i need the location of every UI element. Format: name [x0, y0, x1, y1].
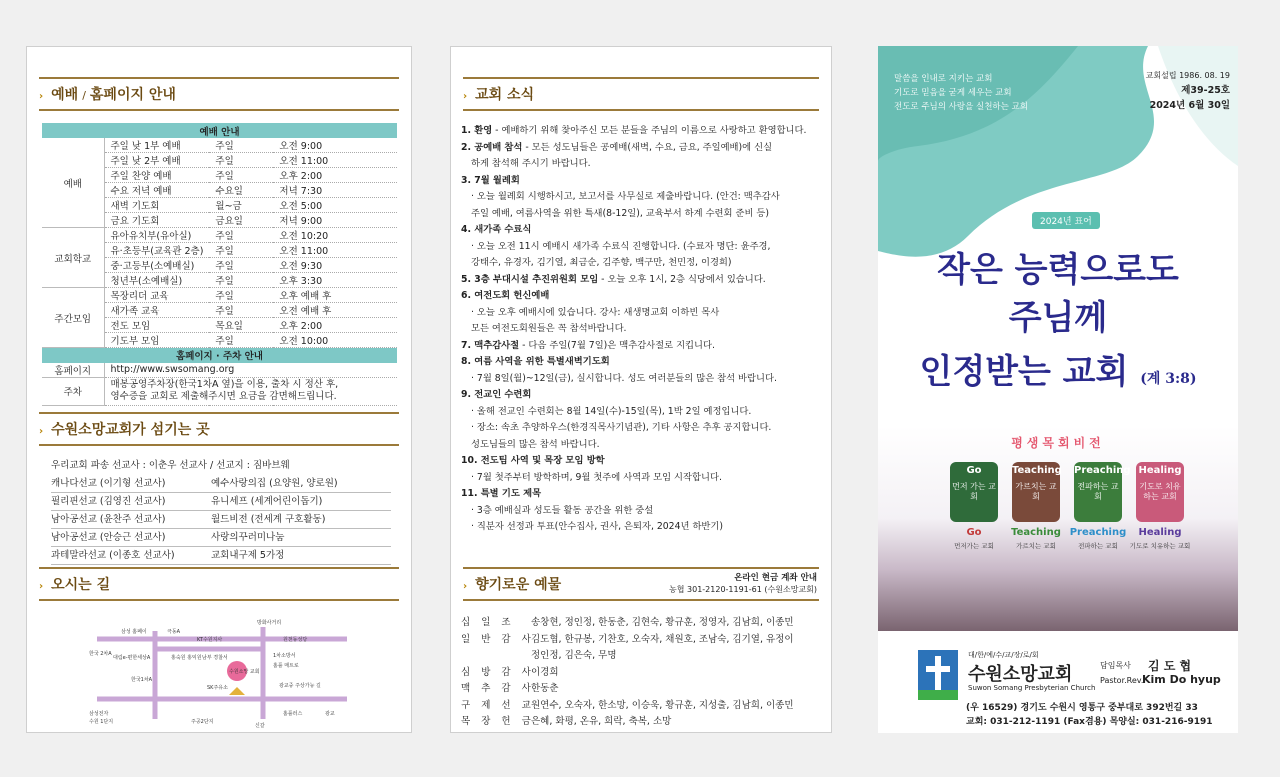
map-label: 주공2단지 — [191, 719, 214, 725]
event-day: 수요일 — [209, 183, 273, 198]
bulletin-info — [1146, 68, 1230, 113]
news-detail: · 오늘 월례회 시행하시고, 보고서를 사무실로 제출바랍니다. (안건: 맥추감사 — [471, 191, 780, 202]
section-title-2: 홈페이지 안내 — [89, 87, 176, 103]
table-header: 홈페이지 · 주차 안내 — [42, 348, 397, 363]
founded-date: 교회설립 1986. 08. 19 — [1145, 71, 1230, 80]
vision-photo — [878, 426, 1238, 631]
news-item: 4. 새가족 수료식 — [461, 224, 532, 235]
news-detail: · 직분자 선정과 투표(안수집사, 권사, 은퇴자, 2024년 하반기) — [471, 521, 724, 532]
mission-row: 캐나다선교 (이기형 선교사) 예수사랑의집 (요양원, 양로원) — [51, 475, 391, 493]
map-label: 방화사거리 — [257, 620, 282, 626]
offering-row: 심 방 감 사 이경희 — [461, 666, 559, 678]
vision-label: Go — [966, 527, 982, 538]
event-time: 오전 10:00 — [273, 333, 397, 348]
news-item: 7. 맥추감사절 - 다음 주일(7월 7일)은 맥추감사절로 지킵니다. — [461, 339, 715, 351]
map-label: 1차소방서 — [273, 653, 296, 659]
news-detail: 성도님들의 많은 참석 바랍니다. — [471, 438, 600, 450]
event-name: 유·초등부(교육관 2층) — [104, 243, 209, 258]
parking-label: 주차 — [42, 377, 104, 405]
panel-cover — [878, 46, 1238, 733]
arrow-icon: › — [39, 91, 44, 102]
pastor-title: 담임목사 — [1100, 661, 1131, 670]
news-item: 6. 여전도회 헌신예배 — [461, 290, 550, 301]
event-name: 목장리더 교육 — [104, 288, 209, 303]
group-label: 예배 — [42, 138, 104, 228]
map-label: 극동A — [167, 629, 181, 635]
year-motto-badge: 2024년 표어 — [1032, 212, 1100, 229]
mission-list — [51, 457, 391, 565]
event-day: 주일 — [209, 243, 273, 258]
theme-line-2: 주님께 — [1008, 298, 1108, 338]
event-time: 오후 2:00 — [273, 318, 397, 333]
event-name: 기도부 모임 — [104, 333, 209, 348]
arrow-icon: › — [463, 581, 468, 592]
news-detail: 강태수, 유경자, 김기열, 최금순, 김주향, 백구만, 천민정, 이경희) — [471, 257, 732, 268]
event-day: 주일 — [209, 168, 273, 183]
event-day: 월~금 — [209, 198, 273, 213]
map-label: 한국 2차A — [89, 651, 112, 657]
arrow-icon: › — [39, 581, 44, 592]
map-label: SK주유소 — [207, 685, 228, 691]
section-header-news — [463, 77, 819, 111]
map-label: 홈플러스 — [283, 711, 303, 717]
news-list — [461, 123, 823, 536]
mission-row: 남아공선교 (윤찬주 선교사) 월드비전 (전세계 구호활동) — [51, 511, 391, 529]
vision-sub: 전파하는 교회 — [1078, 542, 1118, 550]
event-day: 주일 — [209, 303, 273, 318]
vision-card: Preaching 전파하는 교회 — [1074, 462, 1122, 522]
news-detail: 모든 여전도회원들은 꼭 참석바랍니다. — [471, 323, 627, 334]
event-name: 주일 낮 2부 예배 — [104, 153, 209, 168]
section-title: 교회 소식 — [475, 87, 535, 103]
map-label: 대림e-편한세상A — [113, 655, 151, 661]
vision-sub: 먼저가는 교회 — [954, 542, 994, 550]
title-separator: / — [82, 89, 86, 102]
event-name: 수요 저녁 예배 — [104, 183, 209, 198]
church-motto: 말씀을 인내로 지키는 교회 기도로 믿음을 굳게 세우는 교회 전도로 주님의 사랑을 실천하는 교회 — [894, 74, 1028, 112]
pastor-name: 김 도 협 — [1148, 659, 1192, 673]
mission-row: 남아공선교 (안승근 선교사) 사랑의꾸러미나눔 — [51, 529, 391, 547]
news-detail: 하게 참석해 주시기 바랍니다. — [471, 158, 591, 169]
group-label: 주간모임 — [42, 288, 104, 348]
theme-line-1: 작은 능력으로도 — [937, 250, 1179, 290]
map-label: 한국1차A — [131, 677, 153, 683]
map-label: 광교중 주상가능 길 — [279, 683, 321, 689]
offering-row: 일 반 감 사 김도협, 한규봉, 기찬호, 오숙자, 채원호, 조남숙, 김기열, 유정이 — [461, 633, 794, 645]
news-detail: 주일 예배, 여름사역을 위한 특새(8-12일), 교육부서 하계 수련회 준비 등) — [471, 207, 769, 219]
offering-row: 십 일 조 송창현, 정인정, 한동춘, 김현숙, 황규훈, 정영자, 김남희, 이종민 — [461, 617, 794, 628]
pastor-title-en: Pastor.Rev. — [1100, 676, 1144, 685]
panel-worship-info — [26, 46, 412, 733]
event-time: 오전 예배 후 — [273, 303, 397, 318]
section-title: 오시는 길 — [51, 577, 111, 593]
map-label: 광교 — [325, 711, 335, 717]
event-day: 주일 — [209, 273, 273, 288]
map-label: 삼성 홈페이 — [121, 629, 147, 635]
news-item: 5. 3층 부대시설 추진위원회 모임 - 오늘 오후 1시, 2층 식당에서 있습니다. — [461, 273, 766, 285]
section-header-missions — [39, 412, 399, 446]
map-label: 수원 1단지 — [89, 719, 114, 725]
event-day: 주일 — [209, 333, 273, 348]
homepage-link[interactable]: http://www.swsomang.org — [104, 363, 397, 378]
arrow-icon: › — [39, 426, 44, 437]
offering-row: 목 장 헌 금 은혜, 화평, 온유, 희락, 축복, 소망 — [461, 716, 672, 727]
denomination: 대/한/예/수/교/장/로/회 — [968, 651, 1039, 659]
section-header-directions — [39, 567, 399, 601]
church-name: 수원소망교회 — [968, 664, 1073, 685]
account-info — [669, 572, 817, 596]
account-title: 온라인 현금 계좌 안내 — [734, 573, 817, 583]
news-detail: · 장소: 속초 추양하우스(한경직목사기념관), 기타 사항은 추후 공지합니다. — [471, 422, 772, 433]
event-time: 오후 예배 후 — [273, 288, 397, 303]
map-label: 홈플 매트로 — [273, 663, 299, 669]
event-name: 중·고등부(소예배실) — [104, 258, 209, 273]
map-label: KT수원지사 — [197, 637, 223, 643]
map-label: 수원소망 교회 — [229, 669, 260, 675]
section-header-worship — [39, 77, 399, 111]
theme-line-3: 인정받는 교회 (계 3:8) — [919, 352, 1197, 392]
event-day: 주일 — [209, 138, 273, 153]
event-name: 주일 찬양 예배 — [104, 168, 209, 183]
vision-sub: 기도로 치유하는 교회 — [1129, 542, 1191, 550]
church-address: (우 16529) 경기도 수원시 영통구 중부대로 392번길 33 — [966, 703, 1198, 713]
mission-row: 필리핀선교 (김영진 선교사) 유니세프 (세계어린이돕기) — [51, 493, 391, 511]
offering-row: 구 제 선 교 원연수, 오숙자, 한소망, 이승욱, 황규훈, 지성출, 김남희, 이종민 — [461, 699, 794, 711]
vision-card: Healing 기도로 치유하는 교회 — [1136, 462, 1184, 522]
account-number: 농협 301-2120-1191-61 (수원소망교회) — [669, 585, 817, 594]
event-name: 청년부(소예배실) — [104, 273, 209, 288]
map-label: 삼성전자 — [89, 711, 109, 717]
event-name: 전도 모임 — [104, 318, 209, 333]
news-item: 8. 여름 사역을 위한 특별새벽기도회 — [461, 356, 610, 367]
event-time: 저녁 7:30 — [273, 183, 397, 198]
offering-list — [461, 615, 821, 731]
vision-title: 평생목회비전 — [1011, 436, 1105, 450]
table-row — [42, 138, 397, 153]
event-time: 오후 2:00 — [273, 168, 397, 183]
event-time: 오전 10:20 — [273, 228, 397, 243]
event-day: 주일 — [209, 153, 273, 168]
offering-row: 맥 추 감 사 한동춘 — [461, 683, 559, 694]
table-header: 예배 안내 — [42, 123, 397, 138]
map-label: 원천동성당 — [283, 637, 308, 643]
event-day: 목요일 — [209, 318, 273, 333]
news-detail: · 3층 예배실과 성도들 활동 공간을 위한 중설 — [471, 504, 654, 516]
vision-card: Go 먼저 가는 교회 — [950, 462, 998, 522]
news-item: 2. 공예배 참석 - 모든 성도님들은 공예배(새벽, 수요, 금요, 주일예배)에 신실 — [461, 141, 773, 153]
news-item: 10. 전도팀 사역 및 목장 모임 방학 — [461, 455, 605, 466]
event-time: 오후 3:30 — [273, 273, 397, 288]
event-time: 오전 5:00 — [273, 198, 397, 213]
event-time: 오전 9:00 — [273, 138, 397, 153]
issue-number: 제39-25호 — [1181, 85, 1230, 96]
vision-sub: 가르치는 교회 — [1016, 542, 1056, 550]
worship-schedule-table — [42, 123, 397, 406]
news-detail: · 7월 8일(월)~12일(금), 실시합니다. 성도 여러분들의 많은 참석 바랍니다. — [471, 372, 777, 384]
arrow-icon: › — [463, 91, 468, 102]
parking-text: 매봉공영주차장(한국1차A 옆)을 이용, 출차 시 정산 후, 영수증을 교회로 제출해주시면 요금을 감면해드립니다. — [104, 377, 397, 405]
offering-row: 정인정, 김은숙, 무명 — [531, 650, 617, 661]
event-name: 새벽 기도회 — [104, 198, 209, 213]
news-item: 3. 7월 월례회 — [461, 174, 520, 186]
map-label: 남부 경찰서 — [202, 655, 228, 661]
event-name: 금요 기도회 — [104, 213, 209, 228]
section-title: 향기로운 예물 — [475, 577, 562, 593]
news-detail: · 오늘 오전 11시 예배시 새가족 수료식 진행합니다. (수료자 명단: 윤주경, — [471, 240, 771, 252]
news-detail: · 올해 전교인 수련회는 8월 14일(수)-15일(목), 1박 2일 예정입니다. — [471, 405, 752, 417]
church-logo-icon — [918, 650, 958, 700]
group-label: 교회학교 — [42, 228, 104, 288]
event-day: 주일 — [209, 288, 273, 303]
news-detail: · 7월 첫주부터 방학하며, 9월 첫주에 사역과 모임 시작합니다. — [471, 471, 722, 483]
event-time: 오전 11:00 — [273, 243, 397, 258]
news-item: 11. 특별 기도 제목 — [461, 488, 542, 499]
news-item: 1. 환영 - 예배하기 위해 찾아주신 모든 분들을 주님의 이름으로 사랑하고 환영합니다. — [461, 125, 807, 136]
section-title: 수원소망교회가 섬기는 곳 — [51, 422, 210, 438]
pastor-name-en: Kim Do hyup — [1142, 673, 1221, 686]
location-map — [87, 619, 357, 729]
vision-label: Teaching — [1011, 527, 1061, 538]
event-time: 오전 11:00 — [273, 153, 397, 168]
news-detail: · 오늘 오후 예배시에 있습니다. 강사: 새생명교회 이하빈 목사 — [471, 306, 720, 318]
event-name: 새가족 교육 — [104, 303, 209, 318]
event-name: 주일 낮 1부 예배 — [104, 138, 209, 153]
event-name: 유아유치부(유아실) — [104, 228, 209, 243]
theme-reference: (계 3:8) — [1140, 371, 1197, 387]
event-time: 저녁 9:00 — [273, 213, 397, 228]
section-title: 예배 — [51, 87, 79, 103]
mission-top: 우리교회 파송 선교사 : 이춘우 선교사 / 선교지 : 짐바브웨 — [51, 460, 290, 471]
map-label: 신갈 — [255, 723, 265, 729]
vision-label: Healing — [1138, 527, 1182, 538]
event-day: 금요일 — [209, 213, 273, 228]
map-label: 홍숙원 홍익원 — [171, 655, 202, 661]
event-day: 주일 — [209, 258, 273, 273]
event-time: 오전 9:30 — [273, 258, 397, 273]
mission-row: 과테말라선교 (이종호 선교사) 교회내구제 5가정 — [51, 547, 391, 565]
table-row — [42, 288, 397, 303]
news-item: 9. 전교인 수련회 — [461, 389, 532, 400]
table-row — [42, 228, 397, 243]
vision-card: Teaching 가르치는 교회 — [1012, 462, 1060, 522]
church-name-en: Suwon Somang Presbyterian Church — [968, 684, 1096, 692]
vision-label: Preaching — [1069, 527, 1127, 538]
church-phone: 교회: 031-212-1191 (Fax겸용) 목양실: 031-216-9191 — [966, 717, 1213, 727]
panel-news — [450, 46, 832, 733]
bulletin-date: 2024년 6월 30일 — [1149, 100, 1230, 111]
homepage-label: 홈페이지 — [42, 363, 104, 378]
event-day: 주일 — [209, 228, 273, 243]
